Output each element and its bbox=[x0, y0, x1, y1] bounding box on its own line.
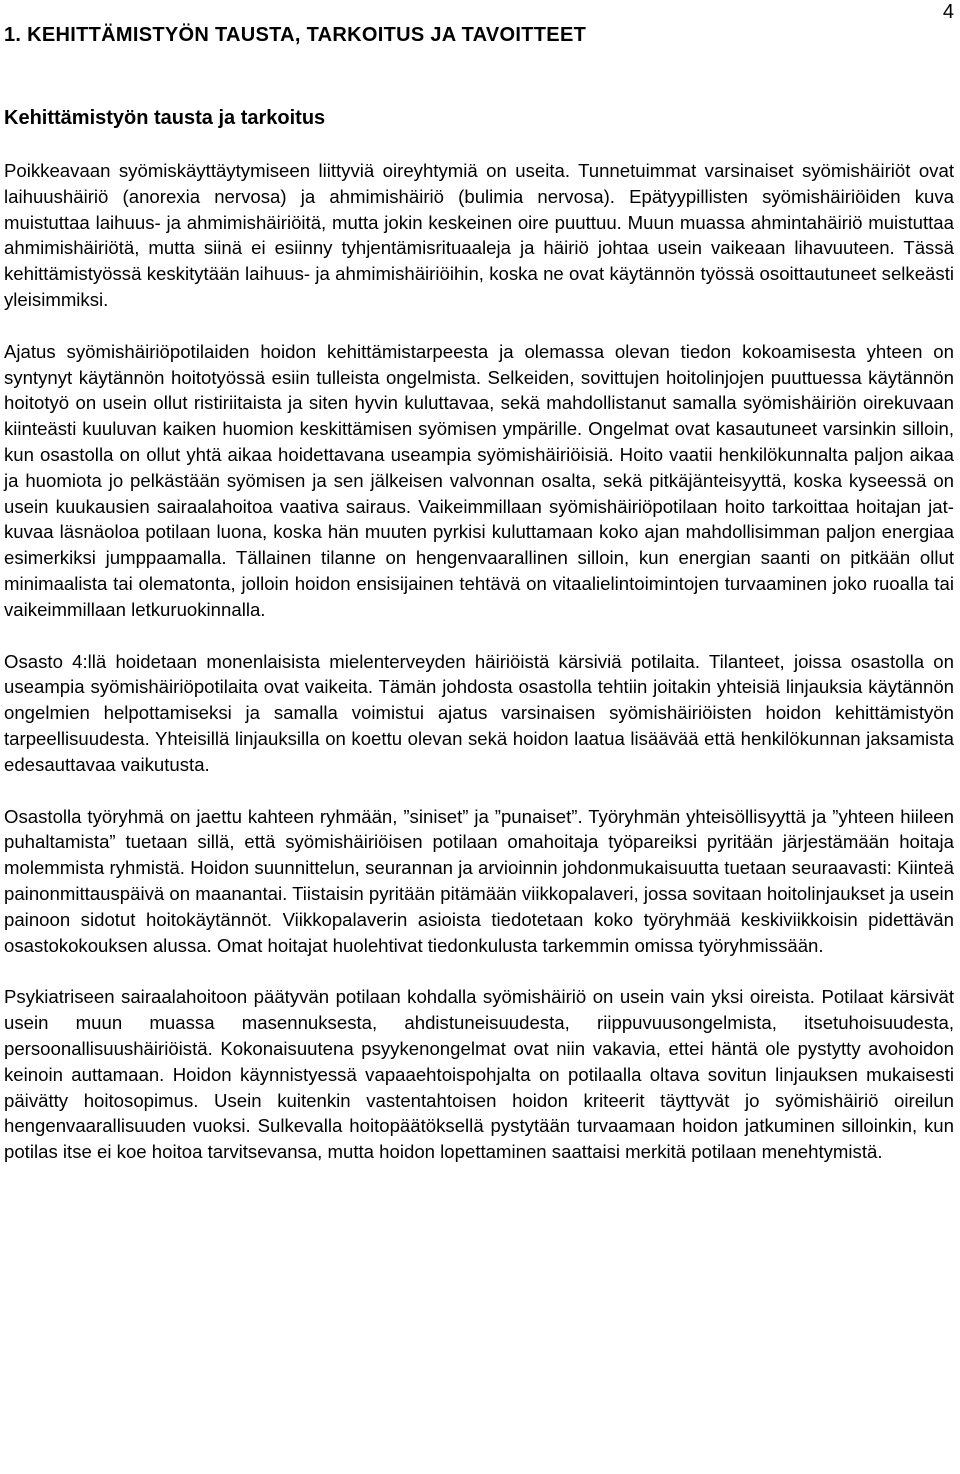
section-heading: Kehittämistyön tausta ja tarkoitus bbox=[4, 107, 326, 129]
paragraph-3: Osasto 4:llä hoidetaan monenlaisista mielenterveyden häiriöistä kärsiviä potilaita. Tilanteet, joissa osastolla on useampia syömishäiriöpotilaita ovat vaikeita. Tämän johdosta osastolla tehtiin joitakin yhteisiä linjauksia käytännön ongelmien helpottamiseksi ja samalla voimistui ajatus varsinaisen syömishäiriöisten hoidon kehittämistyön tarpeellisuudesta. Yhteisillä linjauksilla on koettu olevan sekä hoidon laatua lisäävää että henkilökunnan jaksamista edesauttavaa vaikutusta. bbox=[4, 650, 954, 775]
paragraph-5: Psykiatriseen sairaalahoitoon päätyvän potilaan kohdalla syömishäiriö on usein vain yksi oireista. Potilaat kärsivät usein muun muassa masennuksesta, ahdistuneisuudesta, riippuvuusongelmista, itsetuhoisuudesta, persoonallisuushäiriöistä. Kokonaisuutena psyykenongelmat ovat niin vakavia, ettei häntä ole pystytty avohoidon keinoin auttamaan. Hoidon käynnistyessä vapaaehtoispohjalta on potilaalla oltava sovitun linjauksen mukaisesti päivätty hoitosopimus. Usein kuitenkin vastentahtoisen hoidon kriteerit täyttyvät jo syömishäiriö oireilun hengenvaarallisuuden vuoksi. Sulkevalla hoitopäätöksellä pystytään turvaamaan hoidon jatkuminen silloinkin, kun potilas itse ei koe hoitoa tarvitsevansa, mutta hoidon lopettaminen saattaisi merkitä potilaan menehtymistä. bbox=[4, 986, 954, 1163]
body-text bbox=[4, 158, 954, 1191]
chapter-heading: 1. KEHITTÄMISTYÖN TAUSTA, TARKOITUS JA TAVOITTEET bbox=[4, 24, 587, 46]
paragraph-1: Poikkeavaan syömiskäyttäytymiseen liittyviä oireyhtymiä on useita. Tunnetuimmat varsinaiset syömishäiriöt ovat laihuushäiriö (anorexia nervosa) ja ahmimishäiriö (bulimia nervosa). Epätyypillisten syömishäiriöiden kuva muistuttaa laihuus- ja ahmimishäiriöitä, mutta jokin keskeinen oire puuttuu. Muun muassa ahmintahäiriö muistuttaa ahmimishäiriötä, mutta siinä ei esiinny tyhjentämisrituaaleja ja häiriö johtaa usein vaikeaan lihavuuteen. Tässä kehittämistyössä keskitytään laihuus- ja ahmimishäiriöihin, koska ne ovat käytännön työssä osoittautuneet selkeästi yleisimmiksi. bbox=[4, 160, 954, 310]
paragraph-4: Osastolla työryhmä on jaettu kahteen ryhmään, ”siniset” ja ”punaiset”. Työryhmän yhteisöllisyyttä ja ”yhteen hiileen puhaltamista” tuetaan sillä, että syömishäiriöisen potilaan omahoitaja työpareiksi pyritään järjestämään hoitaja molemmista ryhmistä. Hoidon suunnittelun, seurannan ja arvioinnin johdonmukaisuutta tuetaan seuraavasti: Kiinteä painonmittauspäivä on maanantai. Tiistaisin pyritään pitämään viikkopalaveri, jossa sovitaan hoitolinjaukset ja usein painoon sidotut hoitokäytännöt. Viikkopalaverin asioista tiedotetaan koko työryhmää keskiviikkoisin pidettävän osastokokouksen alussa. Omat hoitajat huolehtivat tiedonkulusta tarkemmin omissa työryhmissään. bbox=[4, 805, 954, 956]
paragraph-2: Ajatus syömishäiriöpotilaiden hoidon kehittämistarpeesta ja olemassa olevan tiedon kokoamisesta yhteen on syntynyt käytännön hoitotyössä esiin tulleista ongelmista. Selkeiden, sovittujen hoitolinjojen puuttuessa käytännön hoitotyö on usein ollut ristiriitaista ja siten hyvin kuluttavaa, sekä mahdollistanut samalla syömishäiriön oirekuvaan kiinteästi kuuluvan kaiken huomion keskittämisen syömisen ympärille. Ongelmat ovat kasautuneet varsinkin silloin, kun osastolla on ollut yhtä aikaa hoidettavana useampia syömishäiriöisiä. Hoito vaatii henkilökunnalta paljon aikaa ja huomiota jo pelkästään syömisen ja sen jälkeisen valvonnan osalta, sekä pitkäjänteisyyttä, koska kyseessä on usein kuukausien sairaalahoitoa vaativa sairaus. Vaikeimmillaan syömishäiriöpotilaan hoito tarkoittaa hoitajan jatkuvaa läsnäoloa potilaan luona, koska hän muuten pyrkisi kuluttamaan koko ajan mahdollisimman paljon energiaa esimerkiksi jumppaamalla. Tällainen tilanne on hengenvaarallinen silloin, kun energian saanti on pitkään ollut minimaalista tai olematonta, jolloin hoidon ensisijainen tehtävä on vitaalielintoimintojen turvaaminen joko ruoalla tai vaikeimmillaan letkuruokinnalla. bbox=[4, 340, 954, 620]
page-number: 4 bbox=[942, 1, 954, 23]
